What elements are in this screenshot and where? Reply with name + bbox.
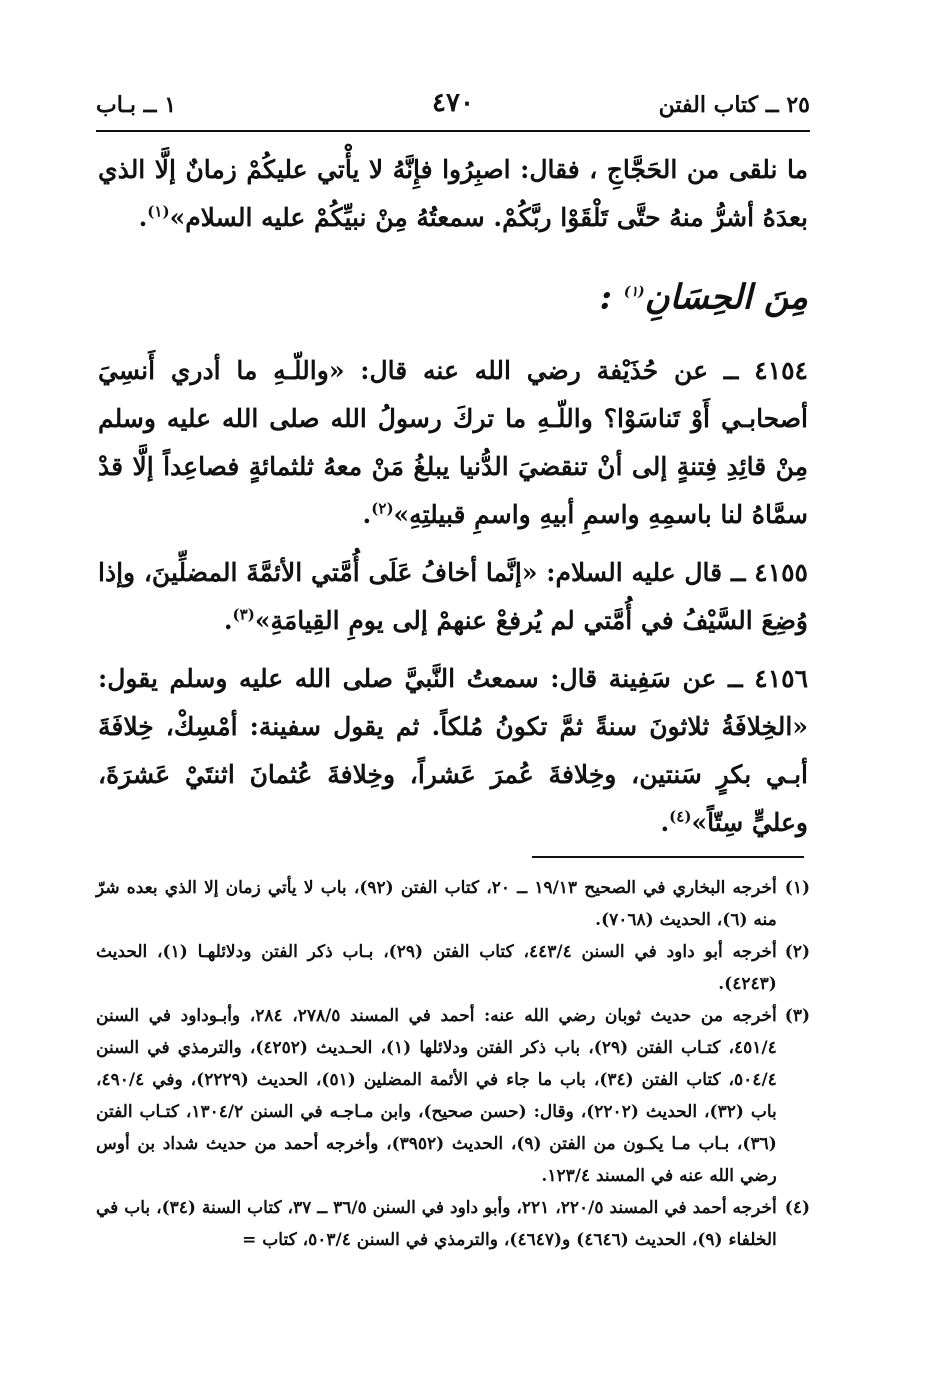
footnote-number: (٤) bbox=[784, 1198, 810, 1218]
intro-line-2: أشرُّ منهُ حتَّى تَلْقَوْا ربَّكُمْ. سمعتُهُ مِنْ نبيِّكُمْ عليه السلام» bbox=[169, 203, 755, 232]
footnote-ref: (٣) bbox=[232, 606, 255, 624]
intro-paragraph: ما نلقى من الحَجَّاجِ ، فقال: اصبِرُوا فإِنَّهُ لا يأْتي عليكُمْ زمانٌ إلَّا الذي بعدَهُ أشرُّ منهُ حتَّى تَلْقَوْا ربَّكُمْ. سمعتُهُ مِنْ نبيِّكُمْ عليه السلام»$^{(١)}$. bbox=[98, 155, 808, 232]
chapter-heading: ٢٥ ــ كتاب الفتن bbox=[658, 92, 810, 118]
page-header bbox=[96, 88, 810, 128]
hadith-text: ــ عن حُذَيْفة رضي الله عنه قال: «واللّـهِ ما أدري أَنسِيَ أصحابـي أَوْ تَناسَوْا؟ واللّـهِ ما تركَ رسولُ الله صلى الله عليه وسلم مِنْ قائِدِ فِتنةٍ إلى أنْ تنقضيَ الدُّنيا يبلغُ مَنْ معهُ ثلثمائةٍ فصاعِداً إلَّا قدْ سمَّاهُ لنا باسمِهِ واسمِ أبيهِ واسمِ قبيلتِهِ» bbox=[98, 356, 808, 530]
footnote-text: أخرجه البخاري في الصحيح ١٩/١٣ ــ ٢٠، كتاب الفتن (٩٢)، باب لا يأتي زمان إلا الذي بعده شرّ منه (٦)، الحديث (٧٠٦٨). bbox=[96, 878, 777, 930]
page-number: ٤٧٠ bbox=[432, 88, 474, 118]
hadith-number: ٤١٥٥ bbox=[754, 558, 808, 588]
section-heading: ١ ــ بـاب bbox=[96, 92, 177, 118]
footnote-text: أخرجه من حديث ثوبان رضي الله عنه: أحمد في المسند ٢٧٨/٥، ٢٨٤، وأبـوداود في السنن ٤٥١/٤، كتـاب الفتن (٢٩)، باب ذكر الفتن ودلائلها (١)، الحـديث (٤٢٥٢)، والترمذي في السنن ٥٠٤/٤، كتاب الفتن (٣٤)، باب ما جاء في الأئمة المضلين (٥١)، الحديث (٢٢٢٩)، وفي ٤٩٠/٤، باب (٣٢)، الحديث (٢٢٠٢)، وقال: (حسن صحيح)، وابن مـاجـه في السنن ١٣٠٤/٢، كتـاب الفتن (٣٦)، بـاب مـا يكـون من الفتن (٩)، الحديث (٣٩٥٢)، وأخرجه أحمد من حديث شداد بن أوس رضي الله عنه في المسند ١٢٣/٤. bbox=[96, 1006, 777, 1186]
hadith-paragraph: ٤١٥٥ ــ قال عليه السلام: «إنَّما أخافُ عَلَى أُمَّتي الأئمَّةَ المضلِّينَ، وإذا وُضِعَ السَّيْفُ في أُمَّتي لم يُرفعْ عنهمْ إلى يومِ القِيامَةِ»$^{(٣)}$. bbox=[98, 558, 808, 636]
section-footnote-ref: (١) bbox=[623, 284, 645, 300]
footnote-ref: (٤) bbox=[669, 808, 692, 826]
intro-line-1: ما نلقى من الحَجَّاجِ ، فقال: اصبِرُوا فإِنَّهُ لا يأْتي عليكُمْ زمانٌ إلَّا الذي بعدَهُ bbox=[98, 155, 808, 232]
footnote-item bbox=[96, 872, 810, 936]
footnote-text: أخرجه أحمد في المسند ٢٢٠/٥، ٢٢١، وأبو داود في السنن ٣٦/٥ ــ ٣٧، كتاب السنة (٣٤)، باب في الخلفاء (٩)، الحديث (٤٦٤٦) و(٤٦٤٧)، والترمذي في السنن ٥٠٣/٤، كتاب = bbox=[96, 1198, 777, 1250]
footnote-number: (٣) bbox=[784, 1006, 810, 1026]
hadith-paragraph: ٤١٥٦ ــ عن سَفِينة قال: سمعتُ النَّبيَّ صلى الله عليه وسلم يقول: «الخِلافَةُ ثلاثونَ سنةً ثمَّ تكونُ مُلكاً. ثم يقول سفينة: أمْسِكْ، خِلافَةَ أبـي بكرٍ سَنتين، وخِلافةَ عُمرَ عَشراً، وخِلافةَ عُثمانَ اثنتَيْ عَشرَةَ، وعليٍّ سِتّاً»$^{(٤)}$. bbox=[98, 664, 808, 838]
footnote-text: أخرجه أبو داود في السنن ٤٤٣/٤، كتاب الفتن (٢٩)، بـاب ذكر الفتن ودلائلهـا (١)، الحديث (٤٢٤٣). bbox=[96, 942, 777, 994]
footnote-item bbox=[96, 1000, 810, 1192]
footnote-item bbox=[96, 1192, 810, 1256]
hadith-number: ٤١٥٤ bbox=[754, 356, 808, 386]
footnote-number: (١) bbox=[784, 878, 810, 898]
footnote-ref: (٢) bbox=[371, 500, 394, 518]
hadith-paragraph: ٤١٥٤ ــ عن حُذَيْفة رضي الله عنه قال: «واللّـهِ ما أدري أَنسِيَ أصحابـي أَوْ تَناسَوْا؟ واللّـهِ ما تركَ رسولُ الله صلى الله عليه وسلم مِنْ قائِدِ فِتنةٍ إلى أنْ تنقضيَ الدُّنيا يبلغُ مَنْ معهُ ثلثمائةٍ فصاعِداً إلَّا قدْ سمَّاهُ لنا باسمِهِ واسمِ أبيهِ واسمِ قبيلتِهِ»$^{(٢)}$. bbox=[98, 356, 808, 530]
header-divider bbox=[96, 130, 810, 132]
footnote-divider bbox=[532, 856, 804, 858]
section-title-text: مِنَ الحِسَانِ bbox=[644, 277, 808, 318]
hadith-text: ــ قال عليه السلام: «إنَّما أخافُ عَلَى أُمَّتي الأئمَّةَ المضلِّينَ، وإذا وُضِعَ السَّيْفُ في أُمَّتي لم يُرفعْ عنهمْ إلى يومِ القِيامَةِ» bbox=[98, 558, 808, 636]
hadith-text: ــ عن سَفِينة قال: سمعتُ النَّبيَّ صلى الله عليه وسلم يقول: «الخِلافَةُ ثلاثونَ سنةً ثمَّ تكونُ مُلكاً. ثم يقول سفينة: أمْسِكْ، خِلافَةَ أبـي بكرٍ سَنتين، وخِلافةَ عُمرَ عَشراً، وخِلافةَ عُثمانَ اثنتَيْ عَشرَةَ، وعليٍّ سِتّاً» bbox=[98, 664, 808, 838]
footnote-item bbox=[96, 936, 810, 1000]
hadith-number: ٤١٥٦ bbox=[754, 664, 808, 694]
main-text bbox=[98, 146, 808, 857]
footnotes bbox=[96, 872, 810, 1256]
section-title: مِنَ الحِسَانِ$^{(١)}$ : bbox=[599, 277, 808, 318]
footnote-ref: (١) bbox=[147, 202, 170, 221]
footnote-number: (٢) bbox=[784, 942, 810, 962]
